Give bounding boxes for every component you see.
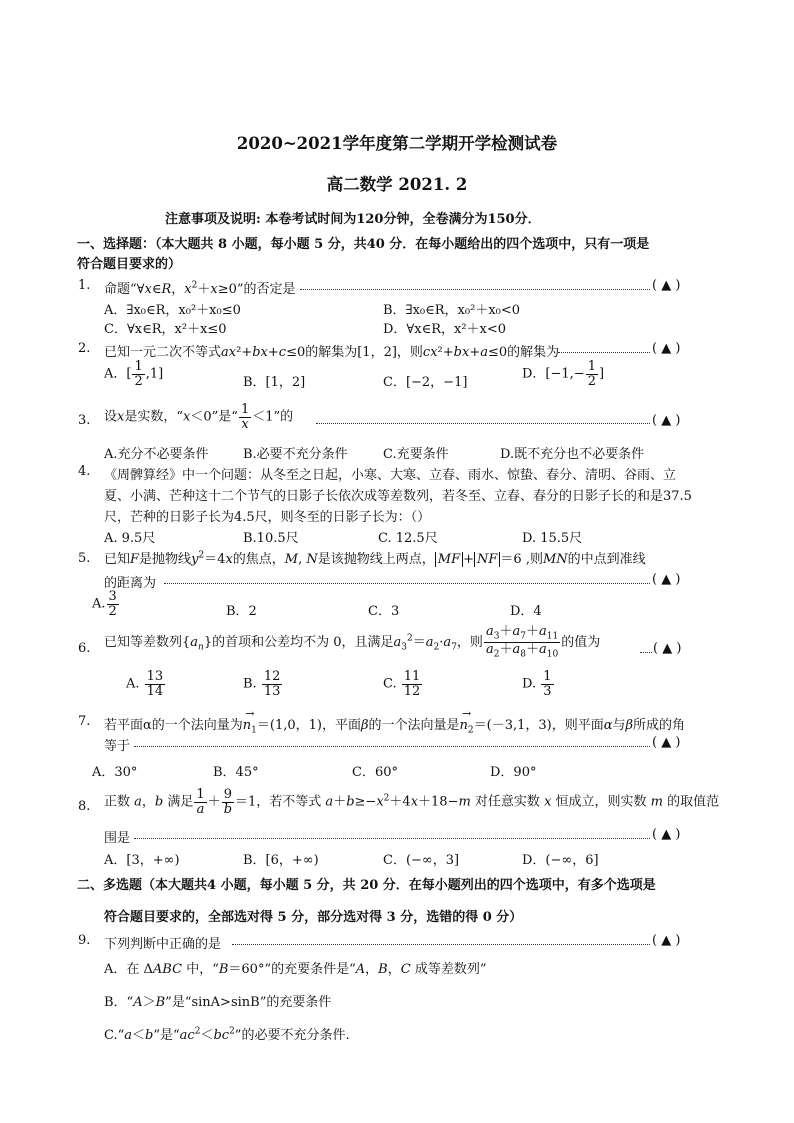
- q7-option-a: A．30°: [92, 765, 138, 780]
- q9-stem: 下列判断中正确的是: [104, 937, 222, 952]
- q5-stem-cont: 的距离为: [104, 576, 157, 591]
- q9-option-b: B．“A＞B”是“sinA>sinB”的充要条件: [104, 995, 332, 1010]
- q6-option-c: C. $\frac{11}{12}$: [383, 669, 421, 699]
- q6-option-a: A. $\frac{13}{14}$: [126, 669, 164, 699]
- q8-dots: [134, 838, 650, 839]
- q3-option-d: D.既不充分也不必要条件: [500, 447, 645, 462]
- q4-stem-line3: 尺，芒种的日影子长为4.5尺，则冬至的日影子长为：（）: [104, 510, 431, 525]
- q5-option-d: D．4: [510, 604, 542, 619]
- q6-answer-mark: ( ▲ ): [653, 641, 682, 656]
- exam-notice: 注意事项及说明: 本卷考试时间为120分钟，全卷满分为150分．: [165, 212, 541, 227]
- q2-option-c: C．[−2，−1]: [383, 375, 468, 390]
- q6-dots: [640, 652, 652, 653]
- q3-dots: [316, 423, 650, 424]
- q9-answer-mark: ( ▲ ): [652, 933, 681, 948]
- q1-answer-mark: ( ▲ ): [652, 278, 681, 293]
- q4-stem-line2: 夏、小满、芒种这十二个节气的日影子长依次成等差数列，若冬至、立春、春分的日影子长的和是37.5: [104, 489, 692, 504]
- q7-dots: [134, 746, 650, 747]
- q8-stem-cont: 围是: [104, 831, 131, 846]
- exam-subtitle: 高二数学 2021. 2: [326, 175, 468, 194]
- q2-dots: [558, 352, 650, 353]
- q8-answer-mark: ( ▲ ): [652, 827, 681, 842]
- q2-stem: 已知一元二次不等式ax²+bx+c≤0的解集为[1，2]，则cx²+bx+a≤0的解集为: [104, 345, 560, 360]
- section1-heading-cont: 符合题目要求的）: [77, 257, 182, 272]
- q7-stem: 若平面α的一个法向量为→ $n_1=(1,0$，1)，平面β的一个法向量是→ $n_2=(-3,1$，3)，则平面α与β所成的角: [104, 714, 685, 736]
- q3-number: 3.: [78, 413, 91, 428]
- section1-heading: 一、选择题：（本大题共 8 小题，每小题 5 分，共40 分．在每小题给出的四个选项中，只有一项是: [77, 237, 650, 252]
- q7-option-c: C．60°: [352, 765, 398, 780]
- q3-option-a: A.充分不必要条件: [104, 447, 209, 462]
- q5-stem: 已知F是抛物线$y^2=4x$的焦点，M, N是该抛物线上两点， MF + NF ＝6 ,则MN的中点到准线: [104, 550, 646, 567]
- q6-stem: 已知等差数列$\{a_n\}$的首项和公差均不为 0，且满足$a_3^2=a_2\cdot a_7$，则 $\frac{a_3+a_7+a_{11}}{a_2+a_8+a_{10}}$ 的值为: [104, 624, 601, 660]
- section2-heading-cont: 符合题目要求的，全部选对得 5 分，部分选对得 3 分，选错的得 0 分）: [104, 910, 523, 925]
- q6-option-d: D. $\frac{1}{3}$: [522, 669, 552, 699]
- q9-option-a: A．在 ΔABC 中，“B＝60°”的充要条件是“A，B，C 成等差数列”: [104, 962, 487, 977]
- q3-stem: 设x是实数，“x＜0”是“ $\frac{1}{x}$ ＜1”的: [104, 402, 294, 432]
- q9-option-c: C.“a＜b”是“$ac^2<bc^2$”的必要不充分条件.: [104, 1026, 350, 1043]
- q4-option-b: B.10.5尺: [243, 531, 299, 546]
- q5-number: 5.: [78, 551, 91, 566]
- q2-option-d: D．[−1,− $\frac{1}{2}$ ]: [522, 359, 605, 389]
- q3-option-b: B.必要不充分条件: [243, 447, 348, 462]
- q8-stem: 正数 a，b 满足 $\frac{1}{a}$ ＋ $\frac{9}{b}$ ＝1，若不等式 $a+b\ge-x^2+4x+18-m$ 对任意实数 x 恒成立，则实数 m 的取值范: [104, 787, 720, 817]
- q7-option-b: B．45°: [213, 765, 259, 780]
- q3-option-c: C.充要条件: [383, 447, 449, 462]
- q8-option-b: B．[6，+∞): [243, 853, 319, 868]
- q6-option-b: B. $\frac{12}{13}$: [243, 669, 281, 699]
- q8-option-a: A．[3，+∞): [104, 853, 180, 868]
- section2-heading: 二、多选题（本大题共4 小题，每小题 5 分，共 20 分．在每小题列出的四个选项中，有多个选项是: [77, 878, 656, 893]
- q4-option-d: D. 15.5尺: [522, 531, 583, 546]
- q5-dots: [164, 583, 650, 584]
- q8-number: 8.: [78, 799, 91, 814]
- q1-option-b: B．∃x₀∈R，x₀²＋x₀<0: [383, 303, 521, 318]
- q7-number: 7.: [78, 714, 91, 729]
- q1-dots: [300, 289, 650, 290]
- q9-dots: [232, 944, 650, 945]
- q7-option-d: D．90°: [490, 765, 537, 780]
- q5-answer-mark: ( ▲ ): [652, 572, 681, 587]
- q5-option-c: C．3: [368, 604, 400, 619]
- q6-number: 6.: [78, 641, 91, 656]
- q9-number: 9.: [78, 933, 91, 948]
- q2-option-b: B．[1，2]: [243, 375, 306, 390]
- q4-stem-line1: 《周髀算经》中一个问题：从冬至之日起，小寒、大寒、立春、雨水、惊蛰、春分、清明、谷雨、立: [104, 468, 677, 483]
- q7-stem-cont: 等于: [104, 739, 131, 754]
- q2-answer-mark: ( ▲ ): [652, 341, 681, 356]
- q7-answer-mark: ( ▲ ): [652, 735, 681, 750]
- q2-option-a: A．[ $\frac{1}{2}$ ,1]: [104, 359, 164, 389]
- q1-option-d: D．∀x∈R，x²＋x<0: [383, 322, 507, 337]
- q4-option-c: C. 12.5尺: [378, 531, 438, 546]
- q8-option-d: D．(−∞，6]: [522, 853, 599, 868]
- q4-number: 4.: [78, 464, 91, 479]
- q4-option-a: A. 9.5尺: [104, 531, 156, 546]
- q1-stem: 命题“∀x∈R，$x^2+x\ge 0$”的否定是: [104, 280, 296, 297]
- q1-number: 1.: [78, 278, 91, 293]
- q5-option-b: B．2: [226, 604, 257, 619]
- exam-title: 2020~2021学年度第二学期开学检测试卷: [236, 134, 558, 153]
- q3-answer-mark: ( ▲ ): [652, 413, 681, 428]
- q2-number: 2.: [78, 341, 91, 356]
- q5-option-a: A. $\frac{3}{2}$: [92, 589, 117, 619]
- q1-option-c: C．∀x∈R，x²＋x≤0: [104, 322, 227, 337]
- q1-option-a: A．∃x₀∈R，x₀²＋x₀≤0: [104, 303, 241, 318]
- q8-option-c: C．(−∞，3]: [383, 853, 460, 868]
